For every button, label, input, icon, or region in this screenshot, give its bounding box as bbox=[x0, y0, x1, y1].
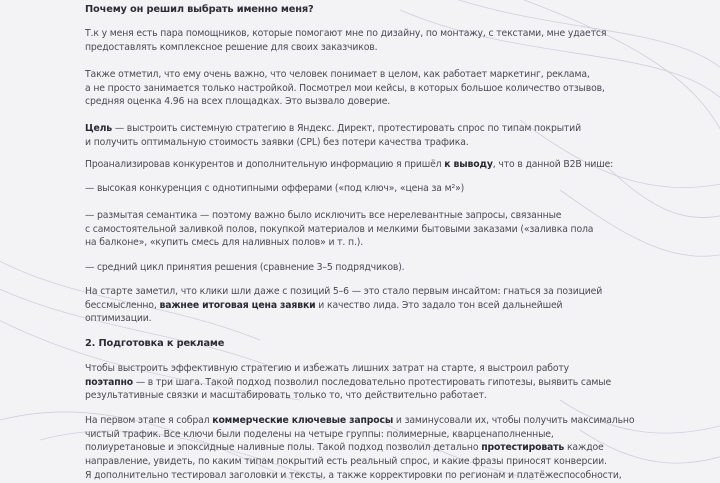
text-line bbox=[85, 122, 581, 136]
paragraph-strategy bbox=[85, 362, 611, 403]
bold-fragment: коммерческие ключевые запросы bbox=[212, 415, 394, 426]
text-line: Чтобы выстроить эффективную стратегию и избежать лишних затрат на старте, я выстроил работу bbox=[85, 363, 570, 374]
paragraph-conclusion bbox=[85, 158, 613, 172]
section-heading-preparation: 2. Подготовка к рекламе bbox=[85, 338, 225, 349]
section-heading-why: Почему он решил выбрать именно меня? bbox=[85, 4, 314, 15]
text-line: с самостоятельной заливкой полов, покупкой материалов и мелкими бытовыми заказами («заливка пола bbox=[85, 223, 594, 235]
text-line: а не просто занимается только настройкой. Посмотрел мои кейсы, в которых большое количество отзывов, bbox=[85, 82, 605, 94]
text-line bbox=[85, 376, 611, 390]
bold-fragment: протестировать bbox=[481, 442, 565, 454]
text-line bbox=[85, 414, 634, 428]
text-line: результативные связки и масштабировать только то, что действительно работает. bbox=[85, 390, 487, 402]
goal-label: Цель bbox=[85, 123, 113, 134]
text-line: направление, увидеть, по каким типам покрытий есть реальный спрос, и какие фразы приносят конверсии. bbox=[85, 456, 607, 468]
paragraph-first-stage bbox=[85, 414, 634, 483]
paragraph-helpers bbox=[85, 27, 606, 54]
bold-fragment: важнее итоговая цена заявки bbox=[159, 299, 316, 311]
text-fragment: бессмысленно, bbox=[85, 299, 160, 311]
bold-fragment: поэтапно bbox=[85, 376, 134, 388]
text-line bbox=[85, 158, 613, 172]
text-line: чистый трафик. Все ключи были поделены на четыре группы: полимерные, кварценаполненные, bbox=[85, 428, 554, 440]
text-fragment: и качество лида. Это задало тон всей дальнейшей bbox=[315, 299, 563, 311]
text-line: На старте заметил, что клики шли даже с позиций 5–6 — это стало первым инсайтом: гнаться за позицией bbox=[85, 286, 603, 297]
text-line: на балконе», «купить смесь для наливных полов» и т. п.). bbox=[85, 237, 364, 249]
text-line: Я дополнительно тестировал заголовки и тексты, а также корректировки по регионам и платёжеспособности, bbox=[85, 469, 622, 481]
text-line: средняя оценка 4.96 на всех площадках. Это вызвало доверие. bbox=[85, 96, 391, 108]
text-line: — средний цикл принятия решения (сравнение 3–5 подрядчиков). bbox=[85, 262, 405, 273]
text-line: — размытая семантика — поэтому важно было исключить все нерелевантные запросы, связанные bbox=[85, 210, 562, 221]
text-fragment: каждое bbox=[564, 442, 604, 454]
text-fragment: Проанализировав конкурентов и дополнительную информацию я пришёл bbox=[85, 159, 445, 170]
text-line: оптимизации. bbox=[85, 313, 152, 325]
text-fragment: и заминусовали их, чтобы получить максимально bbox=[393, 415, 635, 426]
text-fragment: На первом этапе я собрал bbox=[85, 415, 213, 426]
text-line: и получить оптимальную стоимость заявки (CPL) без потери качества трафика. bbox=[85, 136, 469, 148]
text-line: — высокая конкуренция с однотипными офферами («под ключ», «цена за м²») bbox=[85, 183, 465, 194]
bullet-semantics bbox=[85, 209, 593, 250]
text-fragment: , что в данной B2B нише: bbox=[492, 159, 614, 170]
text-fragment: — выстроить системную стратегию в Яндекс. Директ, протестировать спрос по типам покрытий bbox=[112, 123, 581, 134]
text-fragment: полиуретановые и эпоксидные наливные полы. Такой подход позволил детально bbox=[85, 442, 482, 454]
bullet-decision-cycle bbox=[85, 261, 405, 275]
text-fragment: — в три шага. Такой подход позволил последовательно протестировать гипотезы, выявить самые bbox=[133, 376, 612, 388]
text-line bbox=[85, 441, 634, 455]
text-line: Т.к у меня есть пара помощников, которые помогают мне по дизайну, по монтажу, с текстами, мне удается bbox=[85, 28, 607, 39]
bullet-competition bbox=[85, 182, 464, 196]
text-line: предоставлять комплексное решение для своих заказчиков. bbox=[85, 41, 378, 53]
text-line bbox=[85, 299, 602, 313]
paragraph-trust bbox=[85, 68, 605, 109]
text-line: Также отметил, что ему очень важно, что человек понимает в целом, как работает маркетинг, реклама, bbox=[85, 69, 590, 80]
bold-fragment: к выводу bbox=[444, 159, 493, 170]
paragraph-goal bbox=[85, 122, 581, 149]
paragraph-insight bbox=[85, 285, 602, 326]
